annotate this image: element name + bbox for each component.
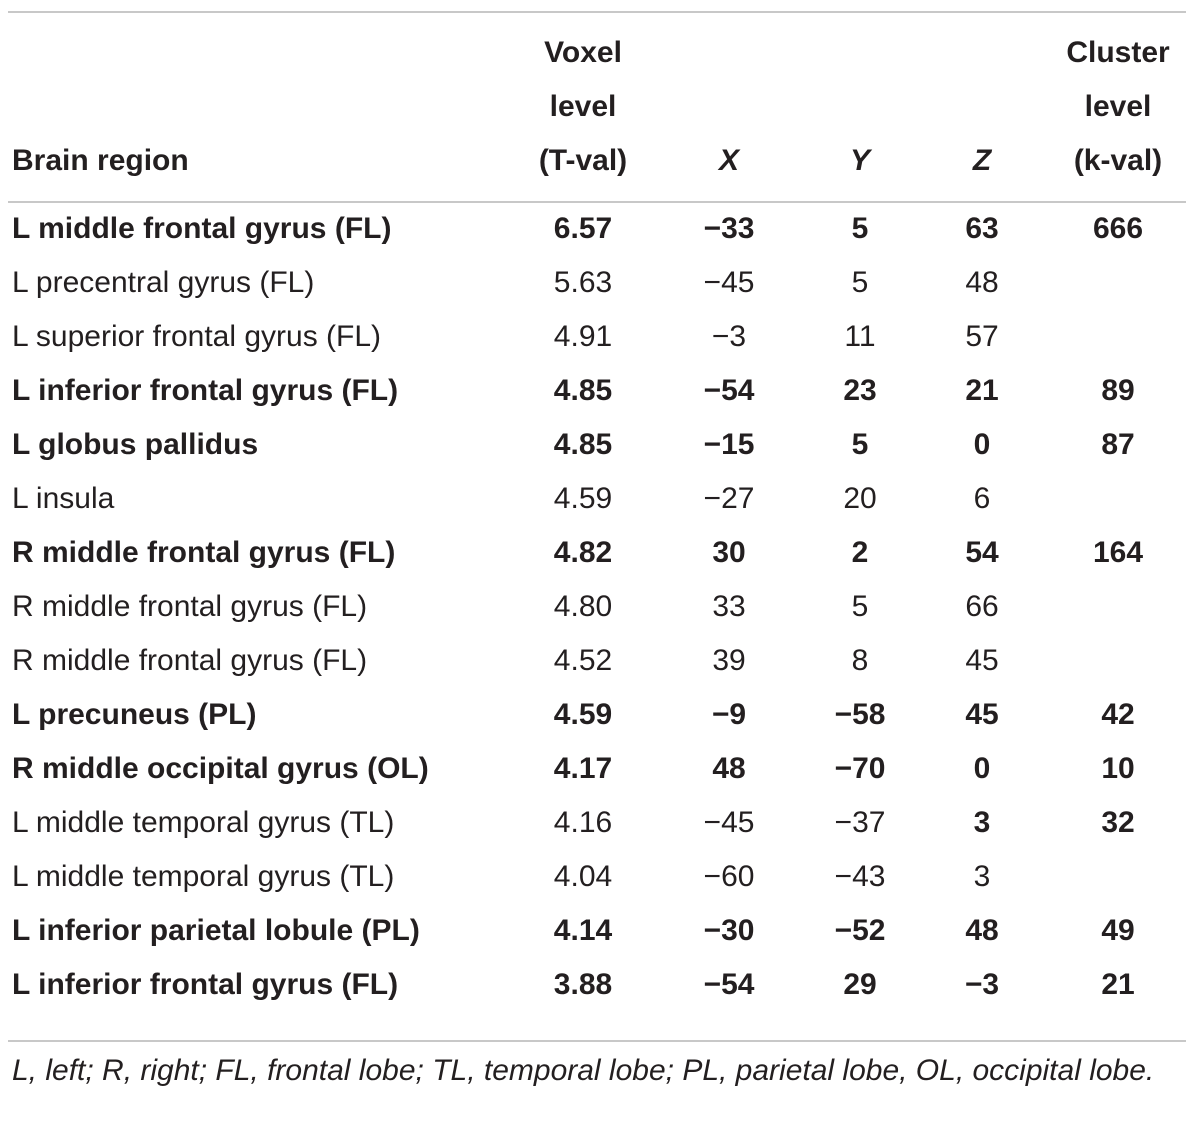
cell-y: 29 bbox=[843, 968, 877, 1001]
cell-x: −30 bbox=[703, 914, 755, 947]
table-row bbox=[12, 310, 1188, 364]
table-header-rule bbox=[8, 201, 1186, 203]
table-footnote: L, left; R, right; FL, frontal lobe; TL, temporal lobe; PL, parietal lobe, OL, occipital lobe. bbox=[12, 1054, 1155, 1087]
cell-y: 5 bbox=[851, 428, 869, 461]
cell-z: 3 bbox=[973, 806, 991, 839]
cell-k-value bbox=[1048, 310, 1188, 364]
cell-y: 8 bbox=[851, 644, 869, 677]
cell-x: −27 bbox=[703, 482, 755, 515]
table-row bbox=[12, 904, 1188, 958]
cell-z: 45 bbox=[965, 698, 999, 731]
table-body bbox=[12, 188, 1188, 1012]
cell-y: 20 bbox=[843, 482, 877, 515]
cell-brain-region: R middle occipital gyrus (OL) bbox=[12, 752, 429, 785]
cell-z: 48 bbox=[965, 266, 999, 299]
cell-k-value: 666 bbox=[1092, 212, 1144, 245]
cell-z: 0 bbox=[973, 428, 991, 461]
cell-t-value: 4.85 bbox=[553, 374, 613, 407]
cell-k-value: 32 bbox=[1101, 806, 1135, 839]
cell-brain-region: L inferior parietal lobule (PL) bbox=[12, 914, 420, 947]
cell-y: −58 bbox=[834, 698, 886, 731]
header-x: X bbox=[718, 144, 739, 177]
cell-k-value: 10 bbox=[1101, 752, 1135, 785]
cell-z: 3 bbox=[973, 860, 991, 893]
table-row bbox=[12, 634, 1188, 688]
cell-k-value bbox=[1048, 634, 1188, 688]
table-row bbox=[12, 526, 1188, 580]
table-top-rule bbox=[8, 11, 1186, 13]
cell-k-value: 42 bbox=[1101, 698, 1135, 731]
cell-z: −3 bbox=[964, 968, 1000, 1001]
cell-k-value: 21 bbox=[1101, 968, 1135, 1001]
cell-t-value: 3.88 bbox=[553, 968, 613, 1001]
cell-brain-region: L middle frontal gyrus (FL) bbox=[12, 212, 392, 245]
header-brain-region: Brain region bbox=[12, 144, 189, 177]
cell-z: 48 bbox=[965, 914, 999, 947]
cell-t-value: 4.91 bbox=[553, 320, 613, 353]
cell-brain-region: L insula bbox=[12, 482, 115, 515]
cell-t-value: 4.14 bbox=[553, 914, 613, 947]
cell-t-value: 4.52 bbox=[553, 644, 613, 677]
table-row bbox=[12, 850, 1188, 904]
cell-t-value: 4.59 bbox=[553, 698, 613, 731]
cell-t-value: 4.82 bbox=[553, 536, 613, 569]
cell-x: 30 bbox=[712, 536, 746, 569]
cell-y: 23 bbox=[843, 374, 877, 407]
cell-t-value: 4.17 bbox=[553, 752, 613, 785]
header-voxel-level: Voxel level (T-val) bbox=[538, 36, 628, 177]
cell-z: 66 bbox=[965, 590, 999, 623]
cell-t-value: 5.63 bbox=[553, 266, 613, 299]
cell-x: −54 bbox=[703, 374, 755, 407]
cell-x: −54 bbox=[703, 968, 755, 1001]
cell-t-value: 4.85 bbox=[553, 428, 613, 461]
cell-z: 0 bbox=[973, 752, 991, 785]
cell-brain-region: L precuneus (PL) bbox=[12, 698, 257, 731]
cell-x: −3 bbox=[711, 320, 747, 353]
table-bottom-rule bbox=[8, 1040, 1186, 1042]
cell-brain-region: L middle temporal gyrus (TL) bbox=[12, 860, 395, 893]
header-y: Y bbox=[849, 144, 870, 177]
cell-y: −43 bbox=[834, 860, 886, 893]
cell-x: −60 bbox=[703, 860, 755, 893]
cell-k-value: 89 bbox=[1101, 374, 1135, 407]
cell-z: 6 bbox=[973, 482, 991, 515]
cell-brain-region: R middle frontal gyrus (FL) bbox=[12, 536, 396, 569]
cell-y: 11 bbox=[844, 320, 876, 353]
cell-x: −9 bbox=[711, 698, 747, 731]
table-row bbox=[12, 742, 1188, 796]
cell-y: −52 bbox=[834, 914, 886, 947]
cell-k-value: 87 bbox=[1101, 428, 1135, 461]
cell-brain-region: R middle frontal gyrus (FL) bbox=[12, 644, 368, 677]
cell-k-value bbox=[1048, 472, 1188, 526]
cell-brain-region: L precentral gyrus (FL) bbox=[12, 266, 315, 299]
cell-t-value: 6.57 bbox=[553, 212, 613, 245]
cell-brain-region: L inferior frontal gyrus (FL) bbox=[12, 374, 399, 407]
cell-k-value: 49 bbox=[1101, 914, 1135, 947]
brain-region-table bbox=[12, 26, 1188, 1012]
cell-brain-region: R middle frontal gyrus (FL) bbox=[12, 590, 368, 623]
cell-y: 5 bbox=[851, 212, 869, 245]
cell-t-value: 4.16 bbox=[553, 806, 613, 839]
cell-x: −45 bbox=[703, 806, 755, 839]
cell-k-value bbox=[1048, 850, 1188, 904]
cell-z: 63 bbox=[965, 212, 999, 245]
cell-y: −70 bbox=[834, 752, 886, 785]
cell-k-value bbox=[1048, 256, 1188, 310]
table-row bbox=[12, 472, 1188, 526]
cell-y: 2 bbox=[851, 536, 869, 569]
table-row bbox=[12, 364, 1188, 418]
table-row bbox=[12, 688, 1188, 742]
table-row bbox=[12, 580, 1188, 634]
cell-t-value: 4.04 bbox=[553, 860, 613, 893]
cell-z: 57 bbox=[965, 320, 999, 353]
table-row bbox=[12, 202, 1188, 256]
cell-brain-region: L superior frontal gyrus (FL) bbox=[12, 320, 382, 353]
cell-y: 5 bbox=[851, 266, 869, 299]
cell-z: 21 bbox=[965, 374, 999, 407]
cell-brain-region: L inferior frontal gyrus (FL) bbox=[12, 968, 399, 1001]
cell-y: −37 bbox=[834, 806, 886, 839]
cell-x: 48 bbox=[712, 752, 746, 785]
header-body-gap bbox=[12, 188, 1188, 202]
header-z: Z bbox=[972, 144, 992, 177]
table-row bbox=[12, 958, 1188, 1012]
table-row bbox=[12, 796, 1188, 850]
cell-y: 5 bbox=[851, 590, 869, 623]
cell-brain-region: L globus pallidus bbox=[12, 428, 259, 461]
cell-t-value: 4.80 bbox=[553, 590, 613, 623]
cell-x: −15 bbox=[703, 428, 755, 461]
cell-k-value: 164 bbox=[1092, 536, 1144, 569]
cell-brain-region: L middle temporal gyrus (TL) bbox=[12, 806, 395, 839]
table-header-row bbox=[12, 26, 1188, 188]
cell-t-value: 4.59 bbox=[553, 482, 613, 515]
table-row bbox=[12, 418, 1188, 472]
cell-z: 45 bbox=[965, 644, 999, 677]
cell-x: 33 bbox=[712, 590, 746, 623]
cell-x: 39 bbox=[712, 644, 746, 677]
cell-x: −45 bbox=[703, 266, 755, 299]
header-cluster-level: Cluster level (k-val) bbox=[1066, 36, 1170, 177]
cell-x: −33 bbox=[703, 212, 755, 245]
cell-z: 54 bbox=[965, 536, 999, 569]
table-row bbox=[12, 256, 1188, 310]
cell-k-value bbox=[1048, 580, 1188, 634]
